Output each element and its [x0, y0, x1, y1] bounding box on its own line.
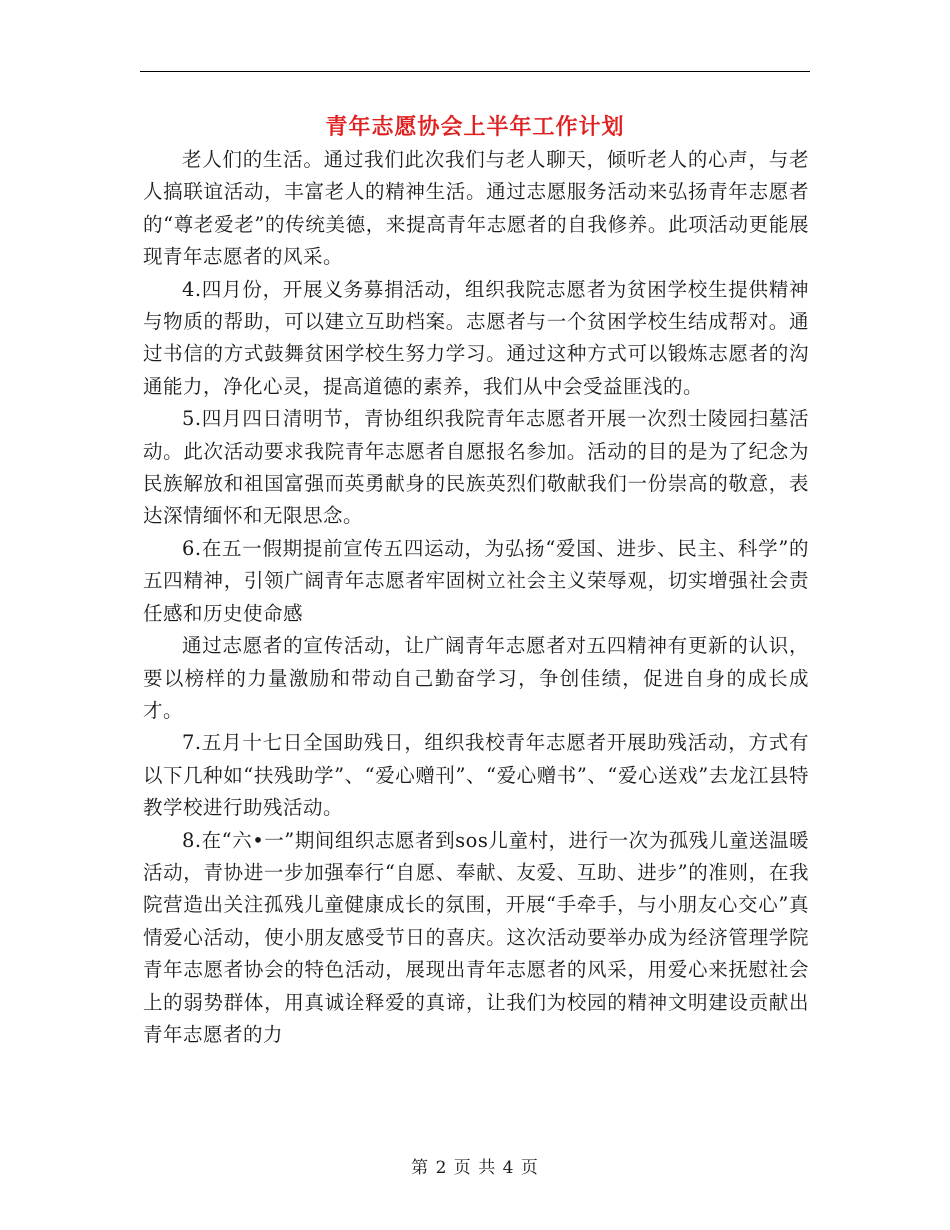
header-rule — [140, 71, 810, 72]
paragraph-item-4: 4.四月份，开展义务募捐活动，组织我院志愿者为贫困学校生提供精神与物质的帮助，可以建立互助档案。志愿者与一个贫困学校生结成帮对。通过书信的方式鼓舞贫困学校生努力学习。通过这种方式可以锻炼志愿者的沟通能力，净化心灵，提高道德的素养，我们从中会受益匪浅的。 — [143, 277, 809, 398]
paragraph-item-8: 8.在“六•一”期间组织志愿者到sos儿童村，进行一次为孤残儿童送温暖活动，青协进一步加强奉行“自愿、奉献、友爱、互助、进步”的准则，在我院营造出关注孤残儿童健康成长的氛围，开展“手牵手，与小朋友心交心”真情爱心活动，使小朋友感受节日的喜庆。这次活动要举办成为经济管理学院青年志愿者协会的特色活动，展现出青年志愿者的风采，用爱心来抚慰社会上的弱势群体，用真诚诠释爱的真谛，让我们为校园的精神文明建设贡献出青年志愿者的力 — [143, 828, 809, 1046]
paragraph-item-5: 5.四月四日清明节，青协组织我院青年志愿者开展一次烈士陵园扫墓活动。此次活动要求我院青年志愿者自愿报名参加。活动的目的是为了纪念为民族解放和祖国富强而英勇献身的民族英烈们敬献我们一份崇高的敬意，表达深情缅怀和无限思念。 — [143, 407, 809, 528]
document-body — [143, 144, 809, 1051]
paragraph-item-7: 7.五月十七日全国助残日，组织我校青年志愿者开展助残活动，方式有以下几种如“扶残助学”、“爱心赠刊”、“爱心赠书”、“爱心送戏”去龙江县特教学校进行助残活动。 — [143, 731, 809, 820]
paragraph-elderly-activities: 老人们的生活。通过我们此次我们与老人聊天，倾听老人的心声，与老人搞联谊活动，丰富老人的精神生活。通过志愿服务活动来弘扬青年志愿者的“尊老爱老”的传统美德，来提高青年志愿者的自我修养。此项活动更能展现青年志愿者的风采。 — [143, 148, 809, 269]
paragraph-item-6: 6.在五一假期提前宣传五四运动，为弘扬“爱国、进步、民主、科学”的五四精神，引领广阔青年志愿者牢固树立社会主义荣辱观，切实增强社会责任感和历史使命感 — [143, 536, 809, 625]
document-title: 青年志愿协会上半年工作计划 — [325, 114, 625, 140]
paragraph-item-6-continued: 通过志愿者的宣传活动，让广阔青年志愿者对五四精神有更新的认识，要以榜样的力量激励和带动自己勤奋学习，争创佳绩，促进自身的成长成才。 — [143, 634, 809, 722]
page-number-footer: 第 2 页 共 4 页 — [411, 1158, 539, 1178]
